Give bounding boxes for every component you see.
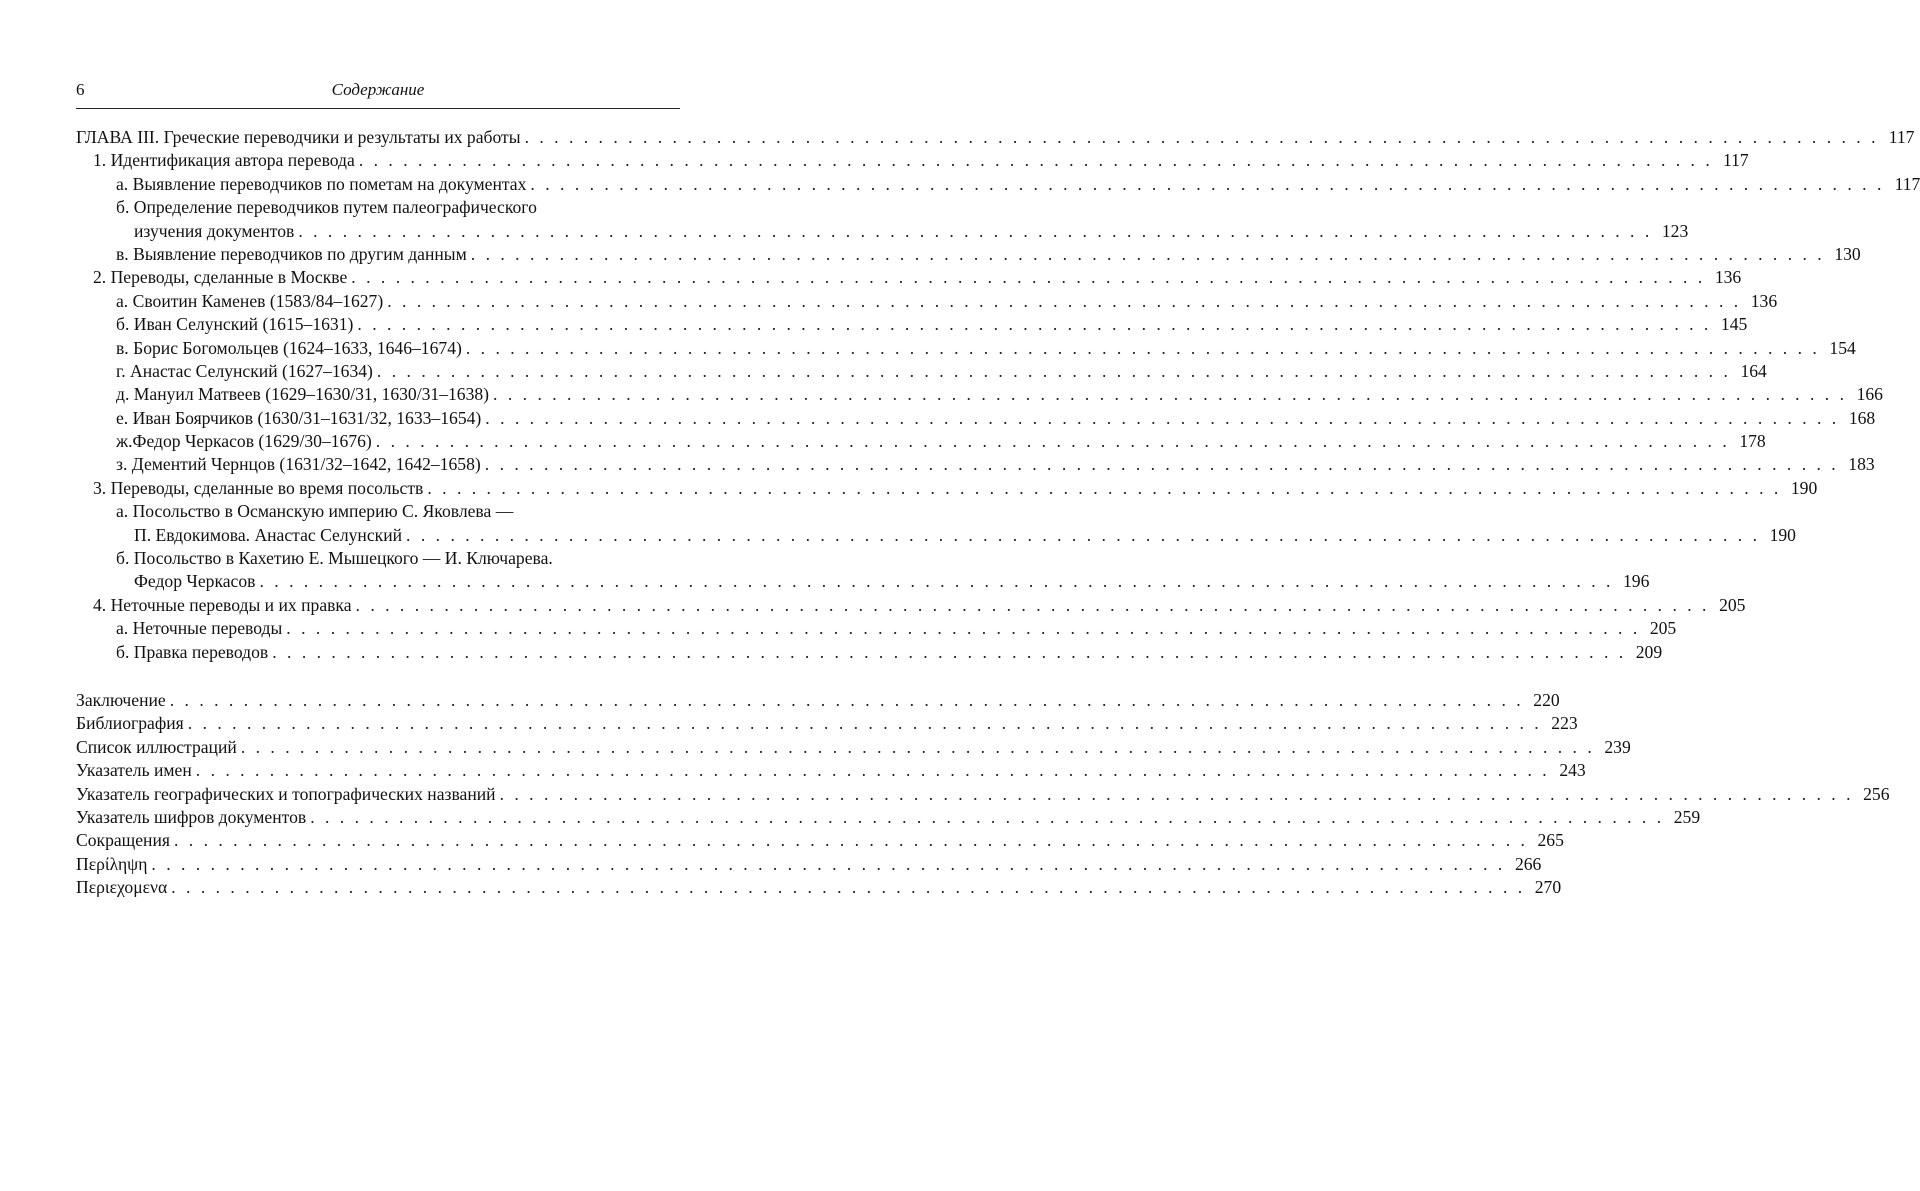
toc-entry <box>76 290 1778 313</box>
toc-entry-page-number: 154 <box>1829 337 1856 358</box>
toc-entry-page-number: 123 <box>1661 220 1689 241</box>
dot-leader <box>310 806 1664 829</box>
toc-entry-title: Список иллюстраций <box>76 736 237 757</box>
toc-entry-page-number: 265 <box>1537 830 1564 851</box>
dot-leader <box>298 220 1652 243</box>
toc-entry-page-number: 183 <box>1848 454 1875 475</box>
dot-leader <box>151 853 1505 876</box>
toc-entry <box>76 829 1564 852</box>
toc-entry-page-number: 117 <box>1894 173 1920 194</box>
toc-entry-page-number: 136 <box>1750 290 1778 311</box>
dot-leader <box>188 712 1542 735</box>
toc-entry-page-number: 145 <box>1720 314 1748 335</box>
toc-entry <box>76 243 1861 266</box>
dot-leader <box>259 570 1613 593</box>
toc-entry-title: б. Правка переводов <box>116 641 269 662</box>
toc-entry <box>76 407 1876 430</box>
toc-entry-page-number: 117 <box>1888 127 1915 147</box>
dot-leader <box>170 689 1524 712</box>
toc-entry <box>76 594 1746 617</box>
dot-leader <box>471 243 1825 266</box>
toc-entry-page-number: 136 <box>1714 267 1742 288</box>
toc-entry-page-number: 266 <box>1514 853 1542 874</box>
page-header <box>76 78 680 109</box>
toc-entry <box>76 313 1748 336</box>
dot-leader <box>485 453 1839 476</box>
toc-entry-title: Περιεχομενα <box>76 877 168 898</box>
toc-entry-title: а. Выявление переводчиков по пометам на документах <box>116 173 527 194</box>
dot-leader <box>286 617 1640 640</box>
toc-entry <box>76 712 1578 735</box>
toc-entry-page-number: 190 <box>1769 524 1796 545</box>
toc-entry <box>76 570 1650 593</box>
toc-entry-page-number: 117 <box>1722 150 1749 171</box>
toc-entry <box>76 524 1796 547</box>
dot-leader <box>359 149 1713 172</box>
toc-entry <box>76 500 680 523</box>
toc-entry-title: ГЛАВА III. Греческие переводчики и результаты их работы <box>76 127 521 147</box>
toc-entry-page-number: 190 <box>1790 477 1818 498</box>
dot-leader <box>356 594 1710 617</box>
dot-leader <box>357 313 1711 336</box>
toc-entry-title: Указатель шифров документов <box>76 806 307 827</box>
toc-entry <box>76 453 1875 476</box>
toc-entry-title: изучения документов <box>134 220 295 241</box>
toc-entry-title: 2. Переводы, сделанные в Москве <box>93 267 348 288</box>
toc-entry-title: П. Евдокимова. Анастас Селунский <box>134 524 403 545</box>
dot-leader <box>406 524 1760 547</box>
toc-entry <box>76 853 1542 876</box>
toc-entry-page-number: 168 <box>1848 407 1876 428</box>
toc-entry-page-number: 178 <box>1739 431 1766 452</box>
toc-entry-title: Περίληψη <box>76 853 148 874</box>
toc-entry <box>76 196 680 219</box>
dot-leader <box>427 477 1781 500</box>
toc-entry <box>76 220 1689 243</box>
toc-entry-title: в. Борис Богомольцев (1624–1633, 1646–1674) <box>116 337 462 358</box>
toc-entry-title: з. Дементий Чернцов (1631/32–1642, 1642–1658) <box>116 454 481 475</box>
table-of-contents-chapter <box>76 126 1920 664</box>
toc-entry-page-number: 239 <box>1604 736 1631 757</box>
dot-leader <box>241 736 1595 759</box>
toc-entry-title: а. Посольство в Османскую империю С. Яковлева — <box>116 501 514 522</box>
toc-entry-title: Федор Черкасов <box>134 571 256 592</box>
toc-entry <box>76 149 1749 172</box>
toc-entry-title: Заключение <box>76 690 166 710</box>
dot-leader <box>530 173 1884 196</box>
page-number: 6 <box>76 80 85 99</box>
toc-entry <box>76 383 1883 406</box>
toc-entry-page-number: 130 <box>1834 243 1861 264</box>
toc-entry-title: г. Анастас Селунский (1627–1634) <box>116 360 373 381</box>
toc-entry-title: 1. Идентификация автора перевода <box>93 150 355 171</box>
dot-leader <box>351 266 1705 289</box>
toc-entry-page-number: 196 <box>1623 571 1650 592</box>
toc-entry-title: 3. Переводы, сделанные во время посольств <box>93 477 424 498</box>
running-title: Содержание <box>331 80 425 99</box>
dot-leader <box>485 407 1839 430</box>
dot-leader <box>376 430 1730 453</box>
dot-leader <box>196 759 1550 782</box>
toc-entry-page-number: 259 <box>1673 806 1701 827</box>
toc-entry-title: а. Своитин Каменев (1583/84–1627) <box>116 290 384 311</box>
dot-leader <box>377 360 1731 383</box>
toc-entry-page-number: 205 <box>1649 618 1677 639</box>
toc-entry <box>76 337 1856 360</box>
toc-entry <box>76 736 1631 759</box>
dot-leader <box>387 290 1741 313</box>
toc-entry-title: ж.Федор Черкасов (1629/30–1676) <box>116 431 372 452</box>
dot-leader <box>466 337 1820 360</box>
toc-entry-title: Указатель географических и топографических названий <box>76 783 496 804</box>
toc-entry-title: 4. Неточные переводы и их правка <box>93 594 352 615</box>
toc-entry-title: б. Определение переводчиков путем палеографического <box>116 197 537 218</box>
toc-entry-title: а. Неточные переводы <box>116 618 283 639</box>
dot-leader <box>272 641 1626 664</box>
dot-leader <box>525 126 1879 149</box>
toc-entry-title: д. Мануил Матвеев (1629–1630/31, 1630/31–1638) <box>116 384 490 405</box>
dot-leader <box>500 783 1854 806</box>
toc-entry <box>76 641 1663 664</box>
table-of-contents-back-matter <box>76 689 1890 900</box>
toc-entry <box>76 173 1920 196</box>
toc-entry <box>76 783 1890 806</box>
dot-leader <box>171 876 1525 899</box>
toc-entry <box>76 477 1818 500</box>
toc-entry-page-number: 243 <box>1559 760 1586 781</box>
toc-entry <box>76 806 1701 829</box>
toc-entry-page-number: 209 <box>1635 641 1663 662</box>
toc-entry-title: б. Посольство в Кахетию Е. Мышецкого — И. Ключарева. <box>116 548 553 569</box>
dot-leader <box>174 829 1528 852</box>
toc-entry-title: б. Иван Селунский (1615–1631) <box>116 314 354 335</box>
toc-entry-title: Сокращения <box>76 830 170 851</box>
toc-entry-page-number: 166 <box>1856 384 1883 405</box>
toc-entry <box>76 360 1767 383</box>
toc-entry <box>76 689 1560 712</box>
toc-entry-page-number: 270 <box>1534 877 1562 898</box>
toc-entry-page-number: 205 <box>1719 594 1746 615</box>
toc-entry <box>76 876 1562 899</box>
dot-leader <box>493 383 1847 406</box>
toc-entry <box>76 617 1677 640</box>
toc-entry-title: Библиография <box>76 713 184 734</box>
toc-entry <box>76 126 1915 149</box>
toc-entry-page-number: 220 <box>1533 690 1560 710</box>
toc-entry-page-number: 223 <box>1551 713 1578 734</box>
toc-entry <box>76 547 680 570</box>
toc-entry-page-number: 256 <box>1863 783 1890 804</box>
toc-entry-page-number: 164 <box>1740 360 1767 381</box>
toc-entry <box>76 266 1742 289</box>
toc-entry-title: Указатель имен <box>76 760 192 781</box>
toc-entry-title: е. Иван Боярчиков (1630/31–1631/32, 1633–1654) <box>116 407 482 428</box>
toc-entry <box>76 759 1586 782</box>
toc-entry-title: в. Выявление переводчиков по другим данным <box>116 243 467 264</box>
toc-entry <box>76 430 1766 453</box>
